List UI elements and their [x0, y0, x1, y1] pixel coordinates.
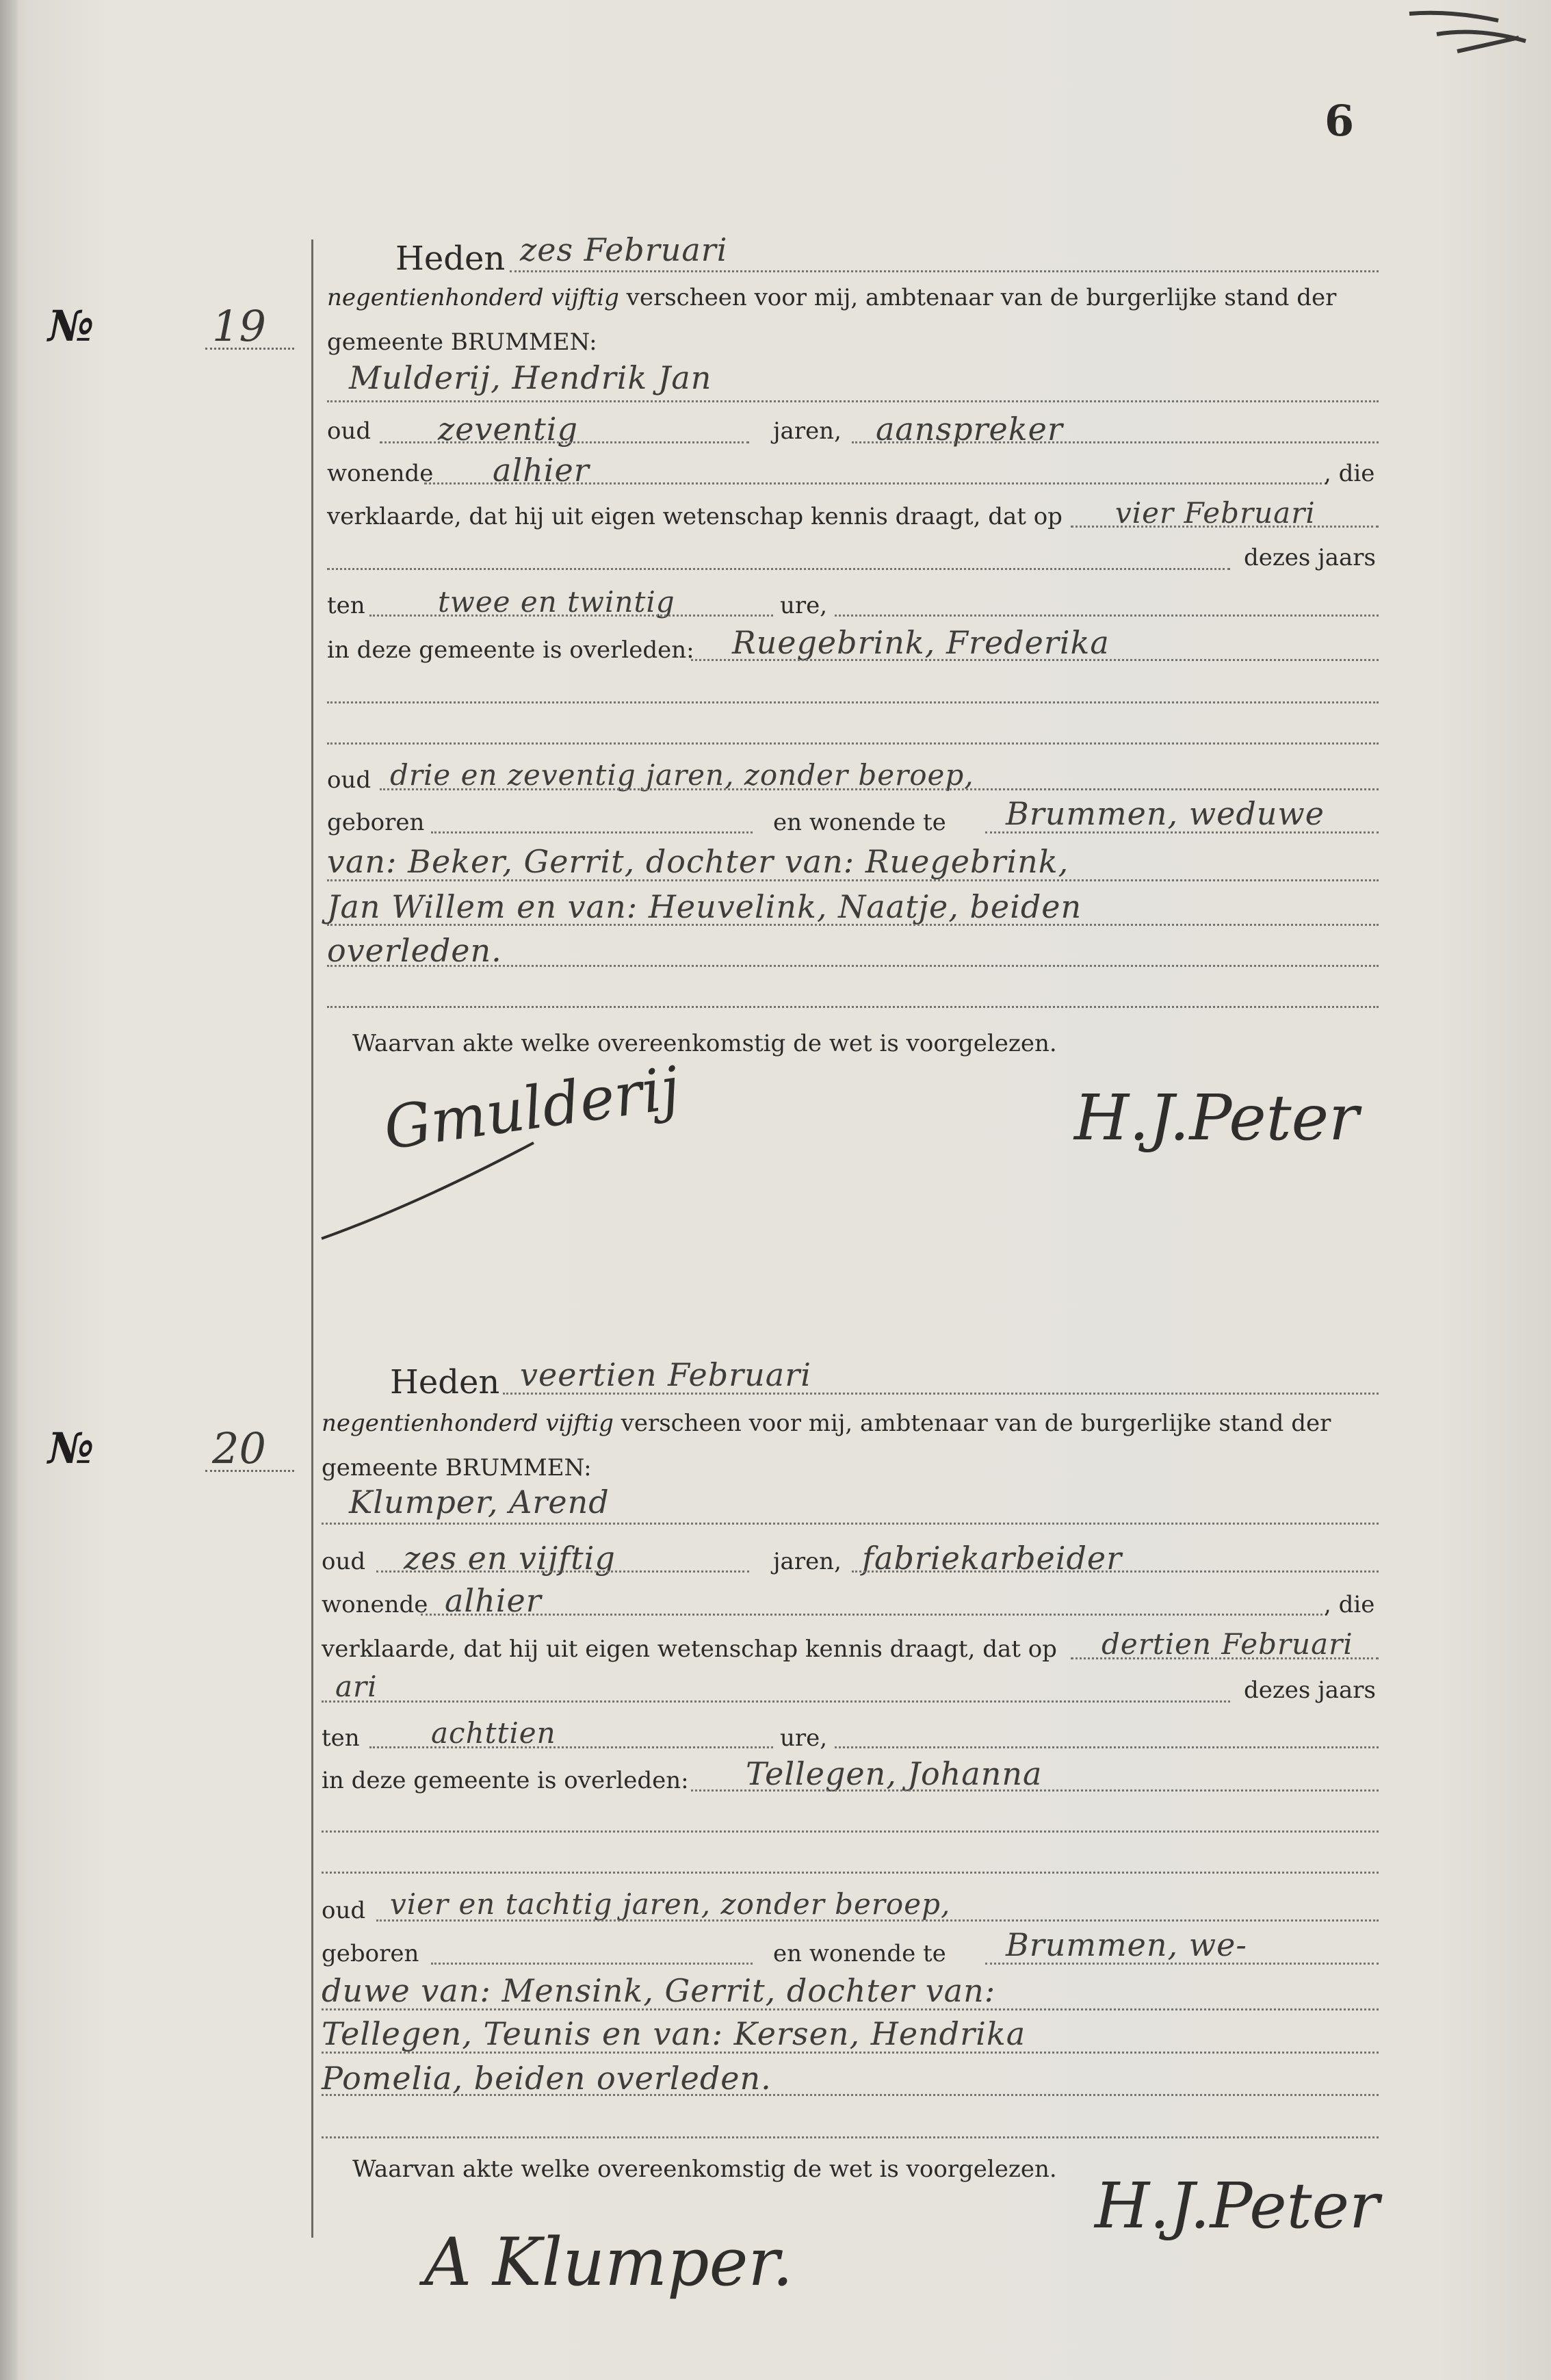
die-label: , die: [1324, 1591, 1375, 1618]
residence-place-line: [985, 1963, 1379, 1965]
parents-rule-a: [327, 879, 1379, 881]
time-line: [369, 1746, 773, 1748]
parents-line-b: Jan Willem en van: Heuvelink, Naatje, beiden: [327, 888, 1082, 925]
occupation-line: [852, 1570, 1379, 1573]
age-line: [376, 1570, 749, 1573]
residence-place: Brummen, we-: [1006, 1926, 1247, 1963]
deceased-line: [691, 1789, 1379, 1792]
residence-place-line: [985, 831, 1379, 833]
heden-date: zes Februari: [520, 231, 728, 268]
parents-line-c: Pomelia, beiden overleden.: [322, 2060, 772, 2097]
wonende-label: wonende: [322, 1591, 428, 1618]
heden-label: Heden: [390, 1363, 500, 1401]
signature-declarant: Gmulderij: [380, 1054, 684, 1163]
declarant-residence: alhier: [445, 1582, 542, 1619]
jaren-label: jaren,: [773, 1548, 842, 1575]
parents-rule-c: [327, 965, 1379, 967]
parents-rule-a: [322, 2008, 1379, 2010]
deceased-name: Tellegen, Johanna: [746, 1755, 1043, 1792]
birthplace-line: [431, 831, 753, 833]
residence-line: [421, 1614, 1327, 1616]
gemeente-line: gemeente BRUMMEN:: [322, 1454, 592, 1482]
dezes-jaars-label: dezes jaars: [1244, 1677, 1376, 1704]
declarant-residence: alhier: [493, 452, 590, 489]
declarant-line: [327, 400, 1379, 402]
parents-rule-b: [327, 924, 1379, 926]
dezes-line: [322, 1700, 1230, 1703]
signature-declarant: A Klumper.: [424, 2224, 794, 2301]
en-wonende-label: en wonende te: [773, 1940, 946, 1967]
death-date-line: [1071, 1657, 1379, 1659]
deceased-name: Ruegebrink, Frederika: [732, 624, 1110, 661]
entry-number-symbol: №: [48, 1423, 94, 1473]
time-line: [369, 615, 773, 617]
waarvan-line: Waarvan akte welke overeenkomstig de wet is voorgelezen.: [352, 1030, 1057, 1057]
residence-line: [424, 482, 1327, 484]
overleden-label: in deze gemeente is overleden:: [327, 636, 694, 664]
overleden-label: in deze gemeente is overleden:: [322, 1767, 689, 1794]
ure-line: [835, 615, 1379, 617]
declarant-name: Klumper, Arend: [349, 1484, 610, 1521]
geboren-label: geboren: [322, 1940, 419, 1967]
residence-place: Brummen, weduwe: [1006, 795, 1325, 832]
deceased-oud-label: oud: [322, 1897, 366, 1924]
entry-number: 19: [212, 301, 266, 351]
signature-registrar: H.J.Peter: [1074, 1081, 1359, 1154]
heden-line: [510, 270, 1379, 272]
intro-line: negentienhonderd vijftig verscheen voor mij, ambtenaar van de burgerlijke stand der: [327, 284, 1337, 311]
die-label: , die: [1324, 460, 1375, 487]
deceased-oud-label: oud: [327, 766, 372, 794]
binding-spine: [0, 0, 18, 2380]
verklaarde-line: verklaarde, dat hij uit eigen wetenschap kennis draagt, dat op: [327, 503, 1063, 530]
blank-line-1: [327, 701, 1379, 703]
oud-label: oud: [327, 417, 372, 445]
en-wonende-label: en wonende te: [773, 809, 946, 836]
ure-label: ure,: [780, 592, 828, 619]
wonende-label: wonende: [327, 460, 434, 487]
occupation-line: [852, 441, 1379, 443]
entry-number-line: [205, 1470, 294, 1472]
declarant-age: zeventig: [438, 411, 578, 448]
signature-flourish: [315, 1068, 657, 1245]
death-date: dertien Februari: [1102, 1627, 1353, 1661]
heden-date: veertien Februari: [520, 1356, 811, 1393]
parents-rule-b: [322, 2052, 1379, 2054]
blank-line-3: [327, 1006, 1379, 1008]
ten-label: ten: [322, 1724, 360, 1752]
entry-number-line: [205, 348, 294, 350]
deceased-line: [691, 659, 1379, 661]
oud-label: oud: [322, 1548, 366, 1575]
declarant-line: [322, 1523, 1379, 1525]
deceased-age: vier en tachtig jaren, zonder beroep,: [390, 1887, 951, 1921]
declarant-name: Mulderij, Hendrik Jan: [349, 359, 712, 396]
dezes-jaars-label: dezes jaars: [1244, 544, 1376, 571]
blank-line-2: [327, 742, 1379, 745]
ure-label: ure,: [780, 1724, 828, 1752]
parents-line-a: van: Beker, Gerrit, dochter van: Ruegebrink,: [327, 843, 1069, 880]
blank-line-3: [322, 2136, 1379, 2138]
page-number: 6: [1325, 96, 1355, 146]
blank-line-1: [322, 1831, 1379, 1833]
parents-rule-c: [322, 2094, 1379, 2096]
birthplace-line: [431, 1963, 753, 1965]
geboren-label: geboren: [327, 809, 425, 836]
entry-number: 20: [212, 1423, 266, 1473]
death-date-line: [1071, 526, 1379, 528]
entry-number-symbol: №: [48, 301, 94, 351]
parents-line-b: Tellegen, Teunis en van: Kersen, Hendrika: [322, 2015, 1026, 2052]
intro-line: negentienhonderd vijftig verscheen voor mij, ambtenaar van de burgerlijke stand der: [322, 1410, 1331, 1437]
deceased-age-line: [380, 788, 1379, 790]
death-date: vier Februari: [1115, 496, 1316, 530]
declarant-occupation: fabriekarbeider: [862, 1540, 1123, 1577]
deceased-age: drie en zeventig jaren, zonder beroep,: [390, 758, 974, 792]
jaren-label: jaren,: [773, 417, 842, 445]
blank-line-2: [322, 1872, 1379, 1874]
deceased-age-line: [376, 1919, 1379, 1922]
ten-label: ten: [327, 592, 365, 619]
parents-line-c: overleden.: [327, 932, 502, 969]
verklaarde-line: verklaarde, dat hij uit eigen wetenschap kennis draagt, dat op: [322, 1635, 1057, 1663]
death-time: twee en twintig: [438, 585, 675, 619]
heden-label: Heden: [395, 240, 506, 278]
waarvan-line: Waarvan akte welke overeenkomstig de wet is voorgelezen.: [352, 2156, 1057, 2183]
declarant-age: zes en vijftig: [404, 1540, 616, 1577]
age-line: [380, 441, 749, 443]
heden-line: [503, 1393, 1379, 1395]
signature-registrar: H.J.Peter: [1095, 2169, 1380, 2242]
parents-line-a: duwe van: Mensink, Gerrit, dochter van:: [322, 1972, 996, 2009]
margin-rule: [311, 240, 313, 2238]
death-time: achttien: [431, 1716, 556, 1750]
declarant-occupation: aanspreker: [876, 411, 1063, 448]
death-date-cont: ari: [335, 1670, 378, 1703]
gemeente-line: gemeente BRUMMEN:: [327, 328, 597, 356]
corner-pencil-mark: [1396, 0, 1533, 75]
dezes-line: [327, 568, 1230, 570]
ure-line: [835, 1746, 1379, 1748]
